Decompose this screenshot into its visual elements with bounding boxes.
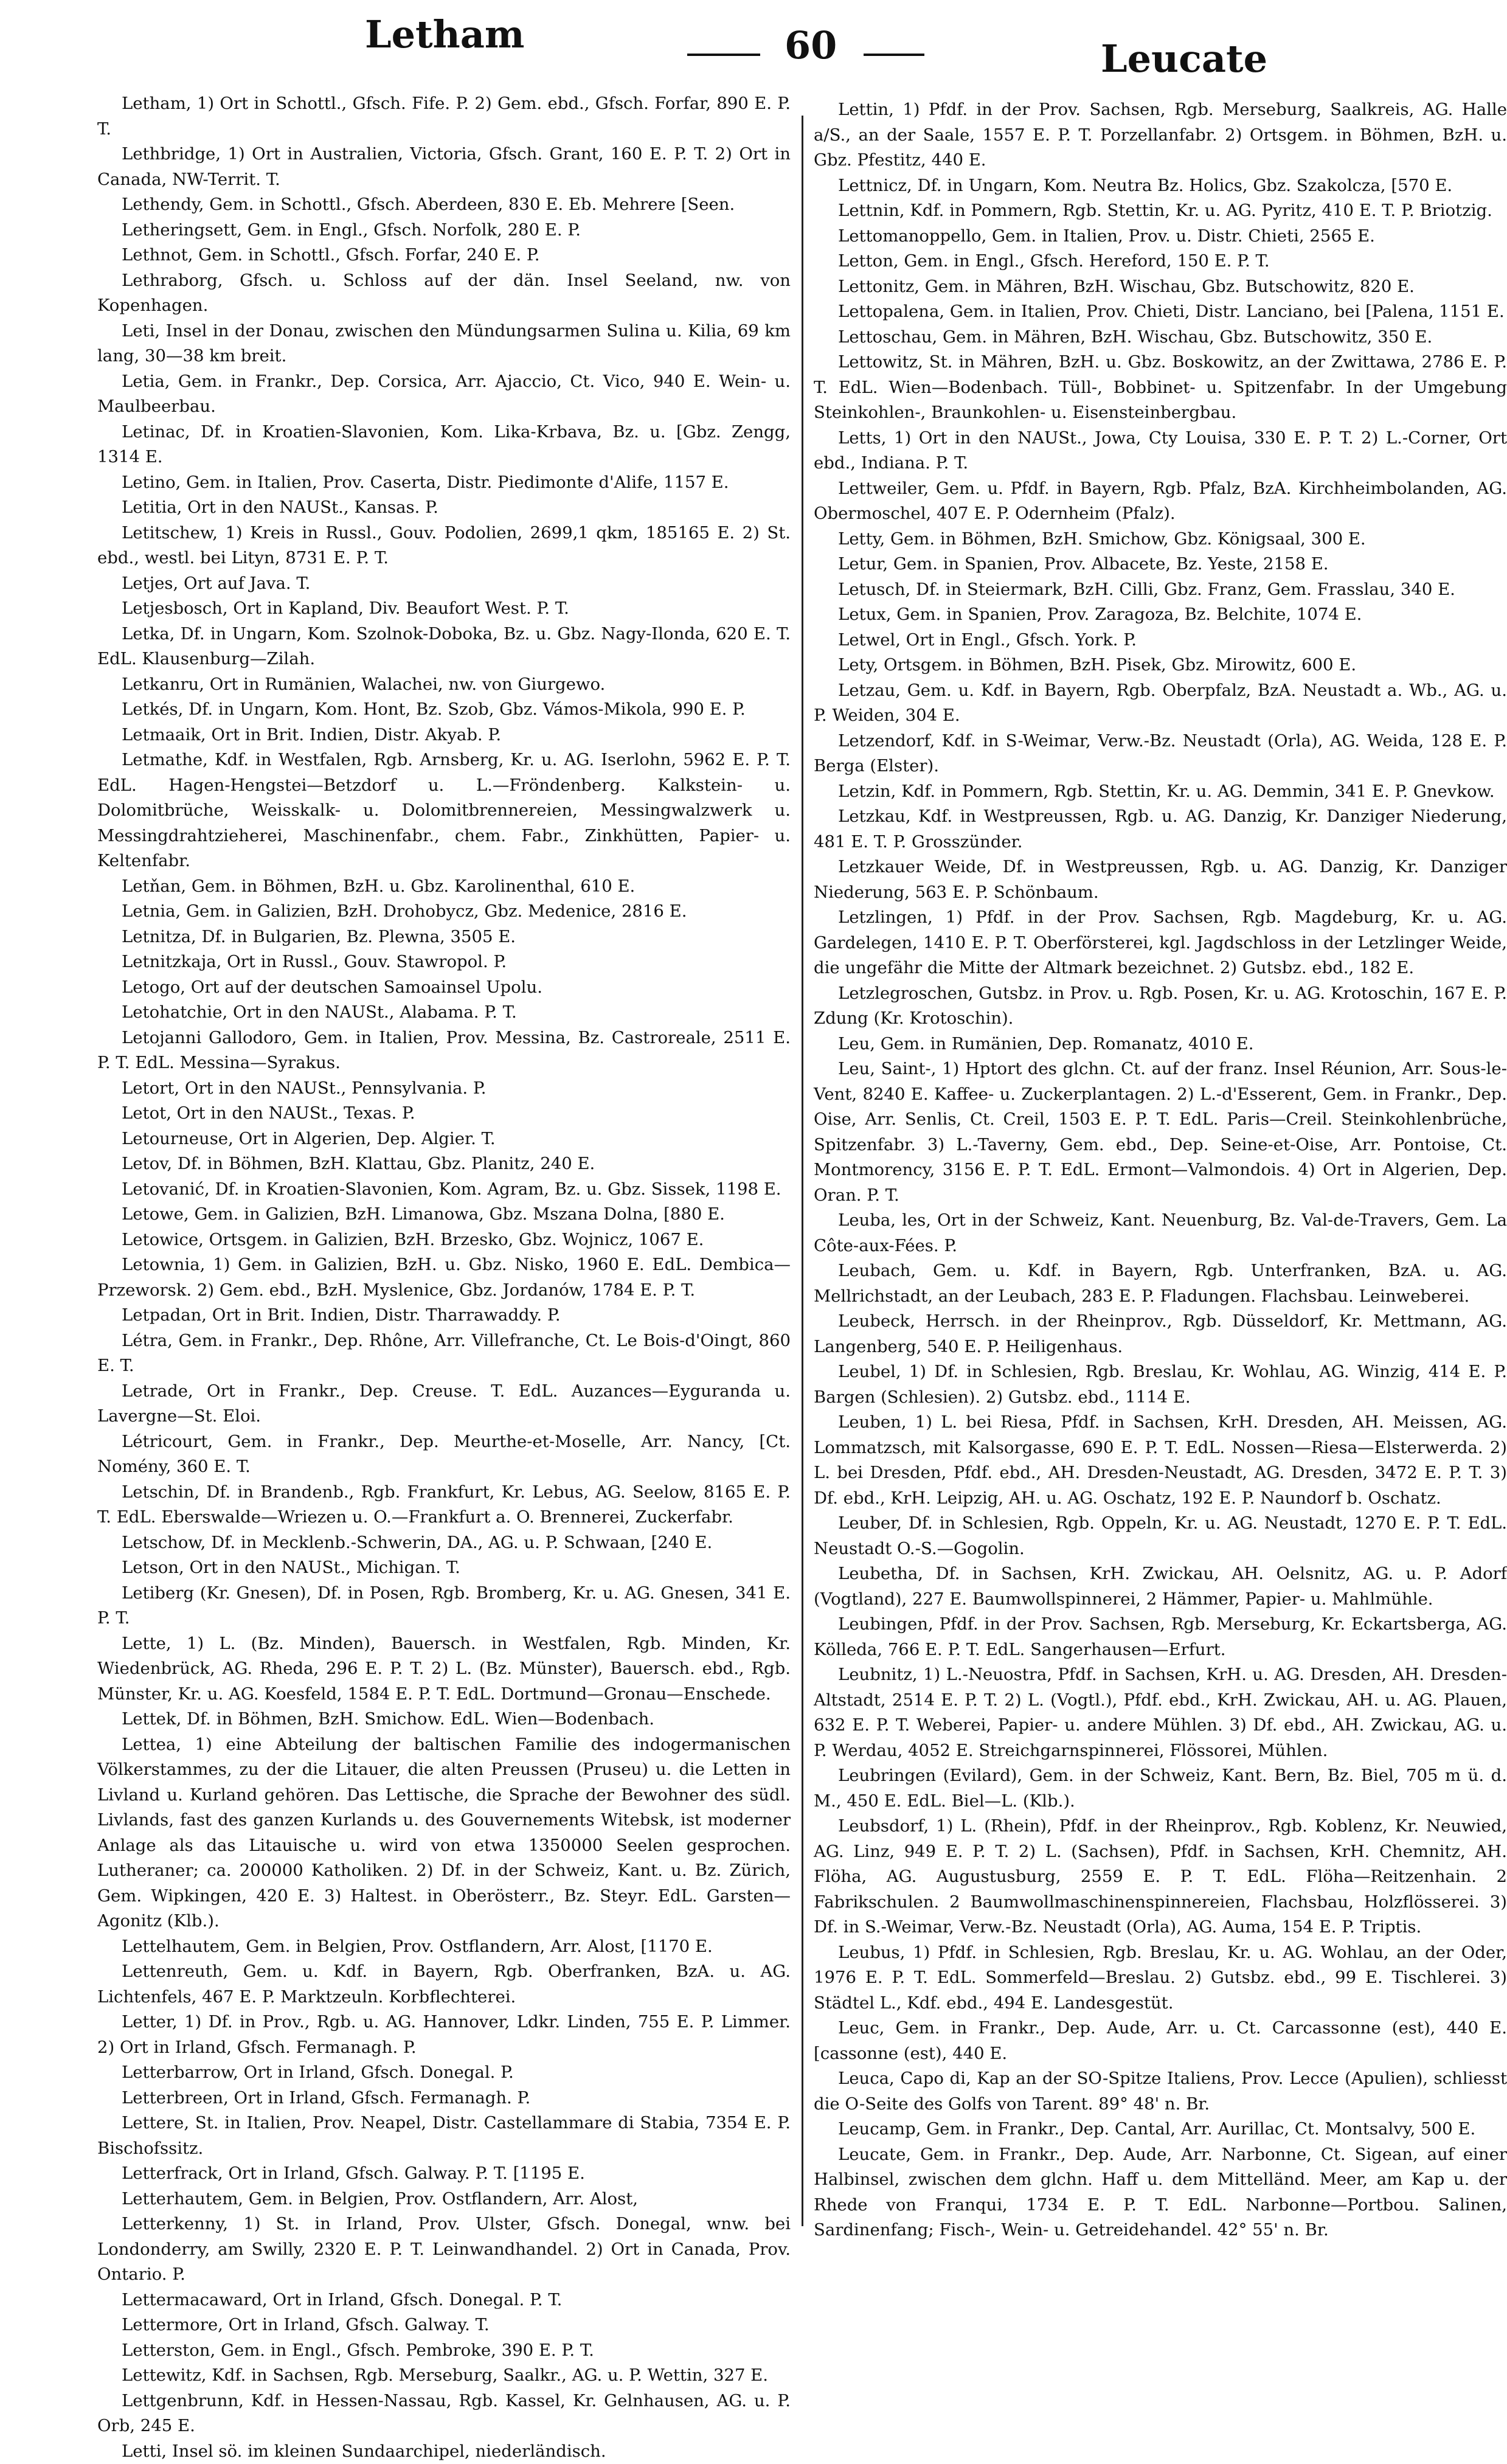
dictionary-entry: Lethbridge, 1) Ort in Australien, Victoria, Gfsch. Grant, 160 E. P. T. 2) Ort in Canada, NW-Territ. T. xyxy=(97,142,791,192)
dictionary-entry: Lettomanoppello, Gem. in Italien, Prov. u. Distr. Chieti, 2565 E. xyxy=(814,224,1507,249)
dictionary-entry: Lettnin, Kdf. in Pommern, Rgb. Stettin, Kr. u. AG. Pyritz, 410 E. T. P. Briotzig. xyxy=(814,198,1507,224)
dictionary-entry: Letts, 1) Ort in den NAUSt., Jowa, Cty Louisa, 330 E. P. T. 2) L.-Corner, Ort ebd., Indiana. P. T. xyxy=(814,426,1507,476)
dictionary-entry: Lettenreuth, Gem. u. Kdf. in Bayern, Rgb. Oberfranken, BzA. u. AG. Lichtenfels, 467 E. P. Marktzeuln. Korbflechterei. xyxy=(97,1959,791,2010)
dictionary-entry: Letzendorf, Kdf. in S-Weimar, Verw.-Bz. Neustadt (Orla), AG. Weida, 128 E. P. Berga (Elster). xyxy=(814,729,1507,779)
page-number: 60 xyxy=(785,23,837,68)
dictionary-entry: Leu, Gem. in Rumänien, Dep. Romanatz, 4010 E. xyxy=(814,1032,1507,1057)
dictionary-entry: Letowe, Gem. in Galizien, BzH. Limanowa, Gbz. Mszana Dolna, [880 E. xyxy=(97,1202,791,1227)
dictionary-entry: Lettere, St. in Italien, Prov. Neapel, Distr. Castellammare di Stabia, 7354 E. P. Bischofssitz. xyxy=(97,2111,791,2161)
dictionary-entry: Letovanić, Df. in Kroatien-Slavonien, Kom. Agram, Bz. u. Gbz. Sissek, 1198 E. xyxy=(97,1177,791,1203)
dictionary-entry: Leubringen (Evilard), Gem. in der Schweiz, Kant. Bern, Bz. Biel, 705 m ü. d. M., 450 E. EdL. Biel—L. (Klb.). xyxy=(814,1763,1507,1814)
dictionary-entry: Letkanru, Ort in Rumänien, Walachei, nw. von Giurgewo. xyxy=(97,672,791,698)
dictionary-entry: Letino, Gem. in Italien, Prov. Caserta, Distr. Piedimonte d'Alife, 1157 E. xyxy=(97,470,791,496)
dictionary-entry: Letowice, Ortsgem. in Galizien, BzH. Brzesko, Gbz. Wojnicz, 1067 E. xyxy=(97,1227,791,1253)
dictionary-entry: Lettoschau, Gem. in Mähren, BzH. Wischau, Gbz. Butschowitz, 350 E. xyxy=(814,325,1507,350)
dictionary-entry: Letzau, Gem. u. Kdf. in Bayern, Rgb. Oberpfalz, BzA. Neustadt a. Wb., AG. u. P. Weiden, 304 E. xyxy=(814,678,1507,729)
dictionary-entry: Letzkauer Weide, Df. in Westpreussen, Rgb. u. AG. Danzig, Kr. Danziger Niederung, 563 E. P. Schönbaum. xyxy=(814,855,1507,905)
dictionary-entry: Lettopalena, Gem. in Italien, Prov. Chieti, Distr. Lanciano, bei [Palena, 1151 E. xyxy=(814,299,1507,325)
dictionary-entry: Letjesbosch, Ort in Kapland, Div. Beaufort West. P. T. xyxy=(97,596,791,622)
dictionary-entry: Lettowitz, St. in Mähren, BzH. u. Gbz. Boskowitz, an der Zwittawa, 2786 E. P. T. EdL. Wien—Bodenbach. Tüll-, Bobbinet- u. Spitzenfabr. In der Umgebung Steinkohlen-, Braunkohlen- u. Eisensteinbergbau. xyxy=(814,350,1507,426)
dictionary-entry: Letinac, Df. in Kroatien-Slavonien, Kom. Lika-Krbava, Bz. u. [Gbz. Zengg, 1314 E. xyxy=(97,420,791,470)
header-dash-left xyxy=(687,54,760,56)
dictionary-entry: Letitia, Ort in den NAUSt., Kansas. P. xyxy=(97,495,791,521)
right-column xyxy=(814,97,1507,2243)
dictionary-entry: Leuc, Gem. in Frankr., Dep. Aude, Arr. u. Ct. Carcassonne (est), 440 E. [cassonne (est), 440 E. xyxy=(814,2016,1507,2066)
dictionary-entry: Lettewitz, Kdf. in Sachsen, Rgb. Merseburg, Saalkr., AG. u. P. Wettin, 327 E. xyxy=(97,2363,791,2389)
dictionary-entry: Letterhautem, Gem. in Belgien, Prov. Ostflandern, Arr. Alost, xyxy=(97,2187,791,2212)
dictionary-entry: Letownia, 1) Gem. in Galizien, BzH. u. Gbz. Nisko, 1960 E. EdL. Dembica—Przeworsk. 2) Gem. ebd., BzH. Myslenice, Gbz. Jordanów, 1784 E. P. T. xyxy=(97,1252,791,1303)
dictionary-entry: Leti, Insel in der Donau, zwischen den Mündungsarmen Sulina u. Kilia, 69 km lang, 30—38 km breit. xyxy=(97,319,791,369)
dictionary-entry: Letux, Gem. in Spanien, Prov. Zaragoza, Bz. Belchite, 1074 E. xyxy=(814,602,1507,628)
dictionary-entry: Letham, 1) Ort in Schottl., Gfsch. Fife. P. 2) Gem. ebd., Gfsch. Forfar, 890 E. P. T. xyxy=(97,91,791,142)
dictionary-entry: Letka, Df. in Ungarn, Kom. Szolnok-Doboka, Bz. u. Gbz. Nagy-Ilonda, 620 E. T. EdL. Klausenburg—Zilah. xyxy=(97,622,791,672)
dictionary-entry: Leubach, Gem. u. Kdf. in Bayern, Rgb. Unterfranken, BzA. u. AG. Mellrichstadt, an der Leubach, 283 E. P. Fladungen. Flachsbau. Leinweberei. xyxy=(814,1258,1507,1309)
dictionary-entry: Letterfrack, Ort in Irland, Gfsch. Galway. P. T. [1195 E. xyxy=(97,2161,791,2187)
dictionary-entry: Letterston, Gem. in Engl., Gfsch. Pembroke, 390 E. P. T. xyxy=(97,2338,791,2364)
dictionary-entry: Letzlegroschen, Gutsbz. in Prov. u. Rgb. Posen, Kr. u. AG. Krotoschin, 167 E. P. Zdung (Kr. Krotoschin). xyxy=(814,981,1507,1032)
left-column xyxy=(97,91,791,2464)
dictionary-entry: Lettweiler, Gem. u. Pfdf. in Bayern, Rgb. Pfalz, BzA. Kirchheimbolanden, AG. Obermoschel, 407 E. P. Odernheim (Pfalz). xyxy=(814,476,1507,527)
dictionary-entry: Leubingen, Pfdf. in der Prov. Sachsen, Rgb. Merseburg, Kr. Eckartsberga, AG. Kölleda, 766 E. P. T. EdL. Sangerhausen—Erfurt. xyxy=(814,1612,1507,1662)
dictionary-entry: Lettonitz, Gem. in Mähren, BzH. Wischau, Gbz. Butschowitz, 820 E. xyxy=(814,274,1507,300)
dictionary-entry: Letnitza, Df. in Bulgarien, Bz. Plewna, 3505 E. xyxy=(97,925,791,950)
dictionary-entry: Letzlingen, 1) Pfdf. in der Prov. Sachsen, Rgb. Magdeburg, Kr. u. AG. Gardelegen, 1410 E. P. T. Oberförsterei, kgl. Jagdschloss in der Letzlinger Weide, die ungefähr die Mitte der Altmark bezeichnet. 2) Gutsbz. ebd., 182 E. xyxy=(814,905,1507,981)
dictionary-entry: Letwel, Ort in Engl., Gfsch. York. P. xyxy=(814,628,1507,653)
dictionary-entry: Lettermore, Ort in Irland, Gfsch. Galway. T. xyxy=(97,2313,791,2338)
dictionary-entry: Létra, Gem. in Frankr., Dep. Rhône, Arr. Villefranche, Ct. Le Bois-d'Oingt, 860 E. T. xyxy=(97,1328,791,1379)
dictionary-entry: Letiberg (Kr. Gnesen), Df. in Posen, Rgb. Bromberg, Kr. u. AG. Gnesen, 341 E. P. T. xyxy=(97,1581,791,1631)
dictionary-entry: Leubeck, Herrsch. in der Rheinprov., Rgb. Düsseldorf, Kr. Mettmann, AG. Langenberg, 540 E. P. Heiligenhaus. xyxy=(814,1309,1507,1359)
dictionary-entry: Lette, 1) L. (Bz. Minden), Bauersch. in Westfalen, Rgb. Minden, Kr. Wiedenbrück, AG. Rheda, 296 E. P. T. 2) L. (Bz. Münster), Bauersch. ebd., Rgb. Münster, Kr. u. AG. Koesfeld, 1584 E. P. T. EdL. Dortmund—Gronau—Enschede. xyxy=(97,1631,791,1707)
dictionary-entry: Letjes, Ort auf Java. T. xyxy=(97,571,791,597)
dictionary-entry: Letmathe, Kdf. in Westfalen, Rgb. Arnsberg, Kr. u. AG. Iserlohn, 5962 E. P. T. EdL. Hagen-Hengstei—Betzdorf u. L.—Fröndenberg. Kalkstein- u. Dolomitbrüche, Weisskalk- u. Dolomitbrennereien, Messingwalzwerk u. Messingdrahtzieherei, Maschinenfabr., chem. Fabr., Zinkhütten, Papier- u. Keltenfabr. xyxy=(97,748,791,874)
dictionary-entry: Leucate, Gem. in Frankr., Dep. Aude, Arr. Narbonne, Ct. Sigean, auf einer Halbinsel, zwischen dem glchn. Haff u. dem Mittelländ. Meer, am Kap u. der Rhede von Franqui, 1734 E. P. T. EdL. Narbonne—Portbou. Salinen, Sardinenfang; Fisch-, Wein- u. Getreidehandel. 42° 55' n. Br. xyxy=(814,2142,1507,2243)
dictionary-entry: Letton, Gem. in Engl., Gfsch. Hereford, 150 E. P. T. xyxy=(814,249,1507,274)
dictionary-entry: Letitschew, 1) Kreis in Russl., Gouv. Podolien, 2699,1 qkm, 185165 E. 2) St. ebd., westl. bei Lityn, 8731 E. P. T. xyxy=(97,521,791,571)
dictionary-entry: Letot, Ort in den NAUSt., Texas. P. xyxy=(97,1101,791,1126)
dictionary-entry: Leubnitz, 1) L.-Neuostra, Pfdf. in Sachsen, KrH. u. AG. Dresden, AH. Dresden-Altstadt, 2514 E. P. T. 2) L. (Vogtl.), Pfdf. ebd., KrH. Zwickau, AH. u. AG. Plauen, 632 E. P. T. Weberei, Papier- u. andere Mühlen. 3) Df. ebd., AH. Zwickau, AG. u. P. Werdau, 4052 E. Streichgarnspinnerei, Flössorei, Mühlen. xyxy=(814,1662,1507,1763)
dictionary-entry: Lettek, Df. in Böhmen, BzH. Smichow. EdL. Wien—Bodenbach. xyxy=(97,1707,791,1732)
dictionary-entry: Letson, Ort in den NAUSt., Michigan. T. xyxy=(97,1555,791,1581)
dictionary-entry: Leuber, Df. in Schlesien, Rgb. Oppeln, Kr. u. AG. Neustadt, 1270 E. P. T. EdL. Neustadt O.-S.—Gogolin. xyxy=(814,1511,1507,1561)
dictionary-entry: Letur, Gem. in Spanien, Prov. Albacete, Bz. Yeste, 2158 E. xyxy=(814,552,1507,577)
dictionary-entry: Lettea, 1) eine Abteilung der baltischen Familie des indogermanischen Völkerstammes, zu der die Litauer, die alten Preussen (Pruseu) u. die Letten in Livland u. Kurland gehören. Das Lettische, die Sprache der Bewohner des südl. Livlands, fast des ganzen Kurlands u. des Gouvernements Witebsk, ist moderner Anlage als das Litauische u. wird von etwa 1350000 Seelen gesprochen. Lutheraner; ca. 200000 Katholiken. 2) Df. in der Schweiz, Kant. u. Bz. Zürich, Gem. Wipkingen, 420 E. 3) Haltest. in Oberösterr., Bz. Steyr. EdL. Garsten—Agonitz (Klb.). xyxy=(97,1732,791,1934)
page-header xyxy=(0,0,1507,85)
dictionary-entry: Letourneuse, Ort in Algerien, Dep. Algier. T. xyxy=(97,1126,791,1152)
dictionary-entry: Letterkenny, 1) St. in Irland, Prov. Ulster, Gfsch. Donegal, wnw. bei Londonderry, am Swilly, 2320 E. P. T. Leinwandhandel. 2) Ort in Canada, Prov. Ontario. P. xyxy=(97,2212,791,2288)
dictionary-entry: Letnitzkaja, Ort in Russl., Gouv. Stawropol. P. xyxy=(97,949,791,975)
dictionary-entry: Letohatchie, Ort in den NAUSt., Alabama. P. T. xyxy=(97,1000,791,1026)
column-divider xyxy=(802,116,803,2226)
dictionary-entry: Letňan, Gem. in Böhmen, BzH. u. Gbz. Karolinenthal, 610 E. xyxy=(97,874,791,900)
dictionary-entry: Lettnicz, Df. in Ungarn, Kom. Neutra Bz. Holics, Gbz. Szakolcza, [570 E. xyxy=(814,173,1507,199)
dictionary-entry: Letheringsett, Gem. in Engl., Gfsch. Norfolk, 280 E. P. xyxy=(97,218,791,243)
dictionary-entry: Letkés, Df. in Ungarn, Kom. Hont, Bz. Szob, Gbz. Vámos-Mikola, 990 E. P. xyxy=(97,697,791,723)
dictionary-entry: Letterbreen, Ort in Irland, Gfsch. Fermanagh. P. xyxy=(97,2086,791,2111)
dictionary-entry: Letmaaik, Ort in Brit. Indien, Distr. Akyab. P. xyxy=(97,723,791,748)
dictionary-entry: Letusch, Df. in Steiermark, BzH. Cilli, Gbz. Franz, Gem. Frasslau, 340 E. xyxy=(814,577,1507,603)
dictionary-entry: Letia, Gem. in Frankr., Dep. Corsica, Arr. Ajaccio, Ct. Vico, 940 E. Wein- u. Maulbeerbau. xyxy=(97,369,791,420)
dictionary-entry: Leuben, 1) L. bei Riesa, Pfdf. in Sachsen, KrH. Dresden, AH. Meissen, AG. Lommatzsch, mit Kalsorgasse, 690 E. P. T. EdL. Nossen—Riesa—Elsterwerda. 2) L. bei Dresden, Pfdf. ebd., AH. Dresden-Neustadt, AG. Dresden, 3472 E. P. T. 3) Df. ebd., KrH. Leipzig, AH. u. AG. Oschatz, 192 E. P. Naundorf b. Oschatz. xyxy=(814,1410,1507,1511)
dictionary-entry: Leu, Saint-, 1) Hptort des glchn. Ct. auf der franz. Insel Réunion, Arr. Sous-le-Vent, 8240 E. Kaffee- u. Zuckerplantagen. 2) L.-d'Esserent, Gem. in Frankr., Dep. Oise, Arr. Senlis, Ct. Creil, 1503 E. P. T. EdL. Paris—Creil. Steinkohlenbrüche, Spitzenfabr. 3) L.-Taverny, Gem. ebd., Dep. Seine-et-Oise, Arr. Pontoise, Ct. Montmorency, 3156 E. P. T. EdL. Ermont—Valmondois. 4) Ort in Algerien, Dep. Oran. P. T. xyxy=(814,1057,1507,1208)
dictionary-entry: Lettin, 1) Pfdf. in der Prov. Sachsen, Rgb. Merseburg, Saalkreis, AG. Halle a/S., an der Saale, 1557 E. P. T. Porzellanfabr. 2) Ortsgem. in Böhmen, BzH. u. Gbz. Pfestitz, 440 E. xyxy=(814,97,1507,173)
header-dash-right xyxy=(864,54,924,56)
dictionary-entry: Letti, Insel sö. im kleinen Sundaarchipel, niederländisch. xyxy=(97,2439,791,2464)
dictionary-entry: Letogo, Ort auf der deutschen Samoainsel Upolu. xyxy=(97,975,791,1001)
dictionary-entry: Letojanni Gallodoro, Gem. in Italien, Prov. Messina, Bz. Castroreale, 2511 E. P. T. EdL. Messina—Syrakus. xyxy=(97,1026,791,1076)
dictionary-entry: Letterbarrow, Ort in Irland, Gfsch. Donegal. P. xyxy=(97,2060,791,2086)
dictionary-entry: Letzkau, Kdf. in Westpreussen, Rgb. u. AG. Danzig, Kr. Danziger Niederung, 481 E. T. P. Grosszünder. xyxy=(814,804,1507,855)
running-head-left: Letham xyxy=(365,12,525,57)
dictionary-entry: Leubus, 1) Pfdf. in Schlesien, Rgb. Breslau, Kr. u. AG. Wohlau, an der Oder, 1976 E. P. T. EdL. Sommerfeld—Breslau. 2) Gutsbz. ebd., 99 E. Tischlerei. 3) Städtel L., Kdf. ebd., 494 E. Landesgestüt. xyxy=(814,1940,1507,2016)
dictionary-entry: Letty, Gem. in Böhmen, BzH. Smichow, Gbz. Königsaal, 300 E. xyxy=(814,527,1507,552)
dictionary-entry: Lety, Ortsgem. in Böhmen, BzH. Pisek, Gbz. Mirowitz, 600 E. xyxy=(814,653,1507,678)
dictionary-entry: Lethnot, Gem. in Schottl., Gfsch. Forfar, 240 E. P. xyxy=(97,243,791,268)
dictionary-entry: Letschin, Df. in Brandenb., Rgb. Frankfurt, Kr. Lebus, AG. Seelow, 8165 E. P. T. EdL. Eberswalde—Wriezen u. O.—Frankfurt a. O. Brennerei, Zuckerfabr. xyxy=(97,1480,791,1530)
dictionary-entry: Lettelhautem, Gem. in Belgien, Prov. Ostflandern, Arr. Alost, [1170 E. xyxy=(97,1934,791,1960)
dictionary-entry: Letort, Ort in den NAUSt., Pennsylvania. P. xyxy=(97,1076,791,1102)
dictionary-entry: Lettgenbrunn, Kdf. in Hessen-Nassau, Rgb. Kassel, Kr. Gelnhausen, AG. u. P. Orb, 245 E. xyxy=(97,2389,791,2439)
dictionary-entry: Lettermacaward, Ort in Irland, Gfsch. Donegal. P. T. xyxy=(97,2288,791,2313)
dictionary-entry: Létricourt, Gem. in Frankr., Dep. Meurthe-et-Moselle, Arr. Nancy, [Ct. Nomény, 360 E. T. xyxy=(97,1429,791,1480)
dictionary-entry: Letrade, Ort in Frankr., Dep. Creuse. T. EdL. Auzances—Eyguranda u. Lavergne—St. Eloi. xyxy=(97,1379,791,1429)
dictionary-entry: Letschow, Df. in Mecklenb.-Schwerin, DA., AG. u. P. Schwaan, [240 E. xyxy=(97,1530,791,1556)
dictionary-entry: Letnia, Gem. in Galizien, BzH. Drohobycz, Gbz. Medenice, 2816 E. xyxy=(97,899,791,925)
dictionary-entry: Lethraborg, Gfsch. u. Schloss auf der dän. Insel Seeland, nw. von Kopenhagen. xyxy=(97,268,791,319)
dictionary-entry: Leubel, 1) Df. in Schlesien, Rgb. Breslau, Kr. Wohlau, AG. Winzig, 414 E. P. Bargen (Schlesien). 2) Gutsbz. ebd., 1114 E. xyxy=(814,1359,1507,1410)
dictionary-entry: Letpadan, Ort in Brit. Indien, Distr. Tharrawaddy. P. xyxy=(97,1303,791,1328)
running-head-right: Leucate xyxy=(1101,36,1267,81)
dictionary-entry: Lethendy, Gem. in Schottl., Gfsch. Aberdeen, 830 E. Eb. Mehrere [Seen. xyxy=(97,192,791,218)
dictionary-entry: Leuca, Capo di, Kap an der SO-Spitze Italiens, Prov. Lecce (Apulien), schliesst die O-Seite des Golfs von Tarent. 89° 48' n. Br. xyxy=(814,2066,1507,2117)
dictionary-entry: Leubsdorf, 1) L. (Rhein), Pfdf. in der Rheinprov., Rgb. Koblenz, Kr. Neuwied, AG. Linz, 949 E. P. T. 2) L. (Sachsen), Pfdf. in Sachsen, KrH. Chemnitz, AH. Flöha, AG. Augustusburg, 2559 E. P. T. EdL. Flöha—Reitzenhain. 2 Fabrikschulen. 2 Baumwollmaschinenspinnereien, Flachsbau, Holzflösserei. 3) Df. in S.-Weimar, Verw.-Bz. Neustadt (Orla), AG. Auma, 154 E. P. Triptis. xyxy=(814,1814,1507,1940)
dictionary-entry: Leucamp, Gem. in Frankr., Dep. Cantal, Arr. Aurillac, Ct. Montsalvy, 500 E. xyxy=(814,2117,1507,2142)
dictionary-entry: Letzin, Kdf. in Pommern, Rgb. Stettin, Kr. u. AG. Demmin, 341 E. P. Gnevkow. xyxy=(814,779,1507,805)
dictionary-entry: Letter, 1) Df. in Prov., Rgb. u. AG. Hannover, Ldkr. Linden, 755 E. P. Limmer. 2) Ort in Irland, Gfsch. Fermanagh. P. xyxy=(97,2010,791,2060)
dictionary-entry: Letov, Df. in Böhmen, BzH. Klattau, Gbz. Planitz, 240 E. xyxy=(97,1151,791,1177)
dictionary-entry: Leubetha, Df. in Sachsen, KrH. Zwickau, AH. Oelsnitz, AG. u. P. Adorf (Vogtland), 227 E. Baumwollspinnerei, 2 Hämmer, Papier- u. Mahlmühle. xyxy=(814,1561,1507,1612)
dictionary-entry: Leuba, les, Ort in der Schweiz, Kant. Neuenburg, Bz. Val-de-Travers, Gem. La Côte-aux-Fées. P. xyxy=(814,1208,1507,1258)
